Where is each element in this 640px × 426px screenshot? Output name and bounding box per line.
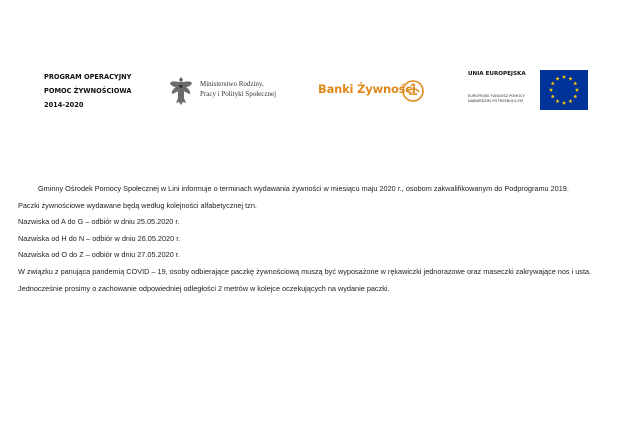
eu-subtitle-line: EUROPEJSKI FUNDUSZ POMOCY bbox=[468, 94, 525, 98]
eu-subtitle bbox=[468, 94, 525, 104]
distance-notice: Jednocześnie prosimy o zachowanie odpowiedniej odległości 2 metrów w kolejce oczekujących na wydanie paczki. bbox=[18, 283, 390, 293]
banki-logo-icon bbox=[402, 80, 424, 102]
eu-title: UNIA EUROPEJSKA bbox=[468, 71, 526, 77]
announcement-intro: Gminny Ośrodek Pomocy Społecznej w Lini informuje o terminach wydawania żywności w miesiącu maju 2020 r., osobom zakwalifikowanym do Podprogramu 2019. bbox=[38, 184, 569, 193]
eu-subtitle-line: NAJBARDZIEJ POTRZEBUJĄCYM bbox=[468, 99, 524, 103]
program-line: POMOC ŻYWNOŚCIOWA bbox=[44, 87, 132, 95]
schedule-line-h-n: Nazwiska od H do N – odbiór w dniu 26.05.2020 r. bbox=[18, 233, 181, 243]
program-line: PROGRAM OPERACYJNY bbox=[44, 73, 132, 81]
ministry-name bbox=[200, 79, 276, 99]
ministry-line: Pracy i Polityki Społecznej bbox=[200, 90, 277, 98]
program-title bbox=[44, 70, 131, 112]
announcement-body bbox=[18, 181, 624, 297]
eu-logo bbox=[468, 70, 598, 120]
announcement-line: Paczki żywnościowe wydawane będą według kolejności alfabetycznej tzn. bbox=[18, 200, 257, 210]
eagle-emblem-icon bbox=[168, 74, 194, 108]
eu-flag-icon bbox=[540, 70, 588, 110]
banki-text: Banki Żywności bbox=[318, 82, 416, 96]
ministry-logo bbox=[168, 74, 288, 110]
logo-header bbox=[0, 0, 640, 130]
banki-zywnosci-logo bbox=[318, 80, 428, 104]
ministry-line: Ministerstwo Rodziny, bbox=[200, 80, 264, 88]
program-line: 2014-2020 bbox=[44, 101, 84, 109]
covid-notice: W związku z panująca pandemią COVID – 19, osoby odbierające paczkę żywnościową muszą być wyposażone w rękawiczki jednorazowe oraz maseczki zakrywające nos i usta. bbox=[18, 266, 592, 276]
schedule-line-a-g: Nazwiska od A do G – odbiór w dniu 25.05.2020 r. bbox=[18, 217, 180, 227]
schedule-line-o-z: Nazwiska od O do Z – odbiór w dniu 27.05.2020 r. bbox=[18, 250, 180, 260]
